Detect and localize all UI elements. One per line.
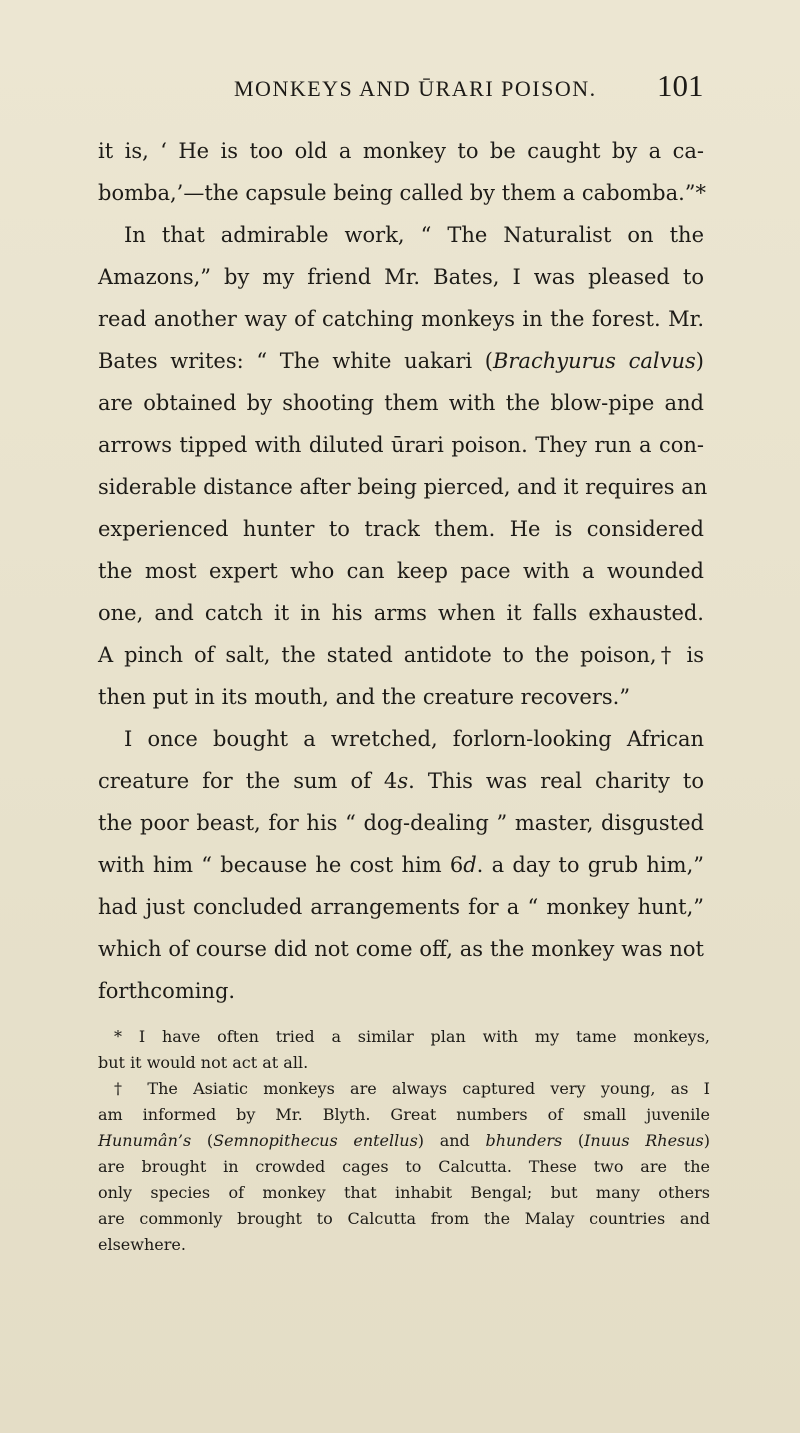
italic-unit: d: [463, 853, 477, 877]
text-segment: with him “ because he cost him 6: [98, 853, 464, 877]
footnote-line: am informed by Mr. Blyth. Great numbers of small juvenile: [98, 1105, 710, 1124]
text-line: arrows tipped with diluted ūrari poison. They run a con-: [98, 433, 704, 457]
text-line: [98, 349, 704, 373]
species-name: bhunders: [485, 1131, 563, 1150]
text-line: bomba,’—the capsule being called by them a cabomba.”*: [98, 181, 707, 205]
text-segment: ): [703, 1131, 711, 1150]
text-segment: ): [695, 349, 704, 373]
text-line: the most expert who can keep pace with a wounded: [98, 559, 704, 583]
running-head: [0, 68, 800, 108]
text-line: I once bought a wretched, forlorn-looking African: [124, 727, 704, 751]
footnote-line: elsewhere.: [98, 1235, 186, 1254]
italic-unit: s: [397, 769, 409, 793]
text-line: A pinch of salt, the stated antidote to the poison,† is: [98, 643, 704, 667]
footnote-line: only species of monkey that inhabit Bengal; but many others: [98, 1183, 710, 1202]
footnote-line: † The Asiatic monkeys are always captured very young, as I: [114, 1079, 710, 1098]
text-segment: . a day to grub him,”: [476, 853, 704, 877]
species-name: Semnopithecus entellus: [213, 1131, 418, 1150]
text-line: forthcoming.: [98, 979, 236, 1003]
text-segment: ) and: [417, 1131, 486, 1150]
text-segment: Bates writes: “ The white uakari (: [98, 349, 493, 373]
page-number: 101: [657, 68, 704, 103]
text-line: which of course did not come off, as the monkey was not: [98, 937, 704, 961]
species-name: Inuus Rhesus: [584, 1131, 704, 1150]
text-line: the poor beast, for his “ dog-dealing ” master, disgusted: [98, 811, 704, 835]
footnote-line: are commonly brought to Calcutta from the Malay countries and: [98, 1209, 710, 1228]
species-name: Brachyurus calvus: [492, 349, 696, 373]
species-name: Hunumân’s: [98, 1131, 192, 1150]
text-segment: . This was real charity to: [408, 769, 704, 793]
text-line: experienced hunter to track them. He is considered: [98, 517, 704, 541]
footnote-line: [98, 1131, 710, 1150]
text-line: it is, ‘ He is too old a monkey to be caught by a ca-: [98, 139, 704, 163]
footnote-line: but it would not act at all.: [98, 1053, 309, 1072]
footnote-line: are brought in crowded cages to Calcutta. These two are the: [98, 1157, 710, 1176]
footnote-line: * I have often tried a similar plan with my tame monkeys,: [114, 1027, 710, 1046]
text-line: are obtained by shooting them with the blow-pipe and: [98, 391, 704, 415]
text-line: In that admirable work, “ The Naturalist on the: [124, 223, 704, 247]
text-line: then put in its mouth, and the creature recovers.”: [98, 685, 631, 709]
text-line: siderable distance after being pierced, and it requires an: [98, 475, 708, 499]
text-line: one, and catch it in his arms when it falls exhausted.: [98, 601, 704, 625]
text-segment: (: [562, 1131, 585, 1150]
text-line: read another way of catching monkeys in the forest. Mr.: [98, 307, 704, 331]
text-segment: creature for the sum of 4: [98, 769, 398, 793]
text-line: [98, 853, 704, 877]
text-line: had just concluded arrangements for a “ monkey hunt,”: [98, 895, 704, 919]
running-title: MONKEYS AND ŪRARI POISON.: [234, 76, 597, 101]
text-line: Amazons,” by my friend Mr. Bates, I was pleased to: [98, 265, 704, 289]
text-line: [98, 769, 704, 793]
text-segment: (: [191, 1131, 214, 1150]
